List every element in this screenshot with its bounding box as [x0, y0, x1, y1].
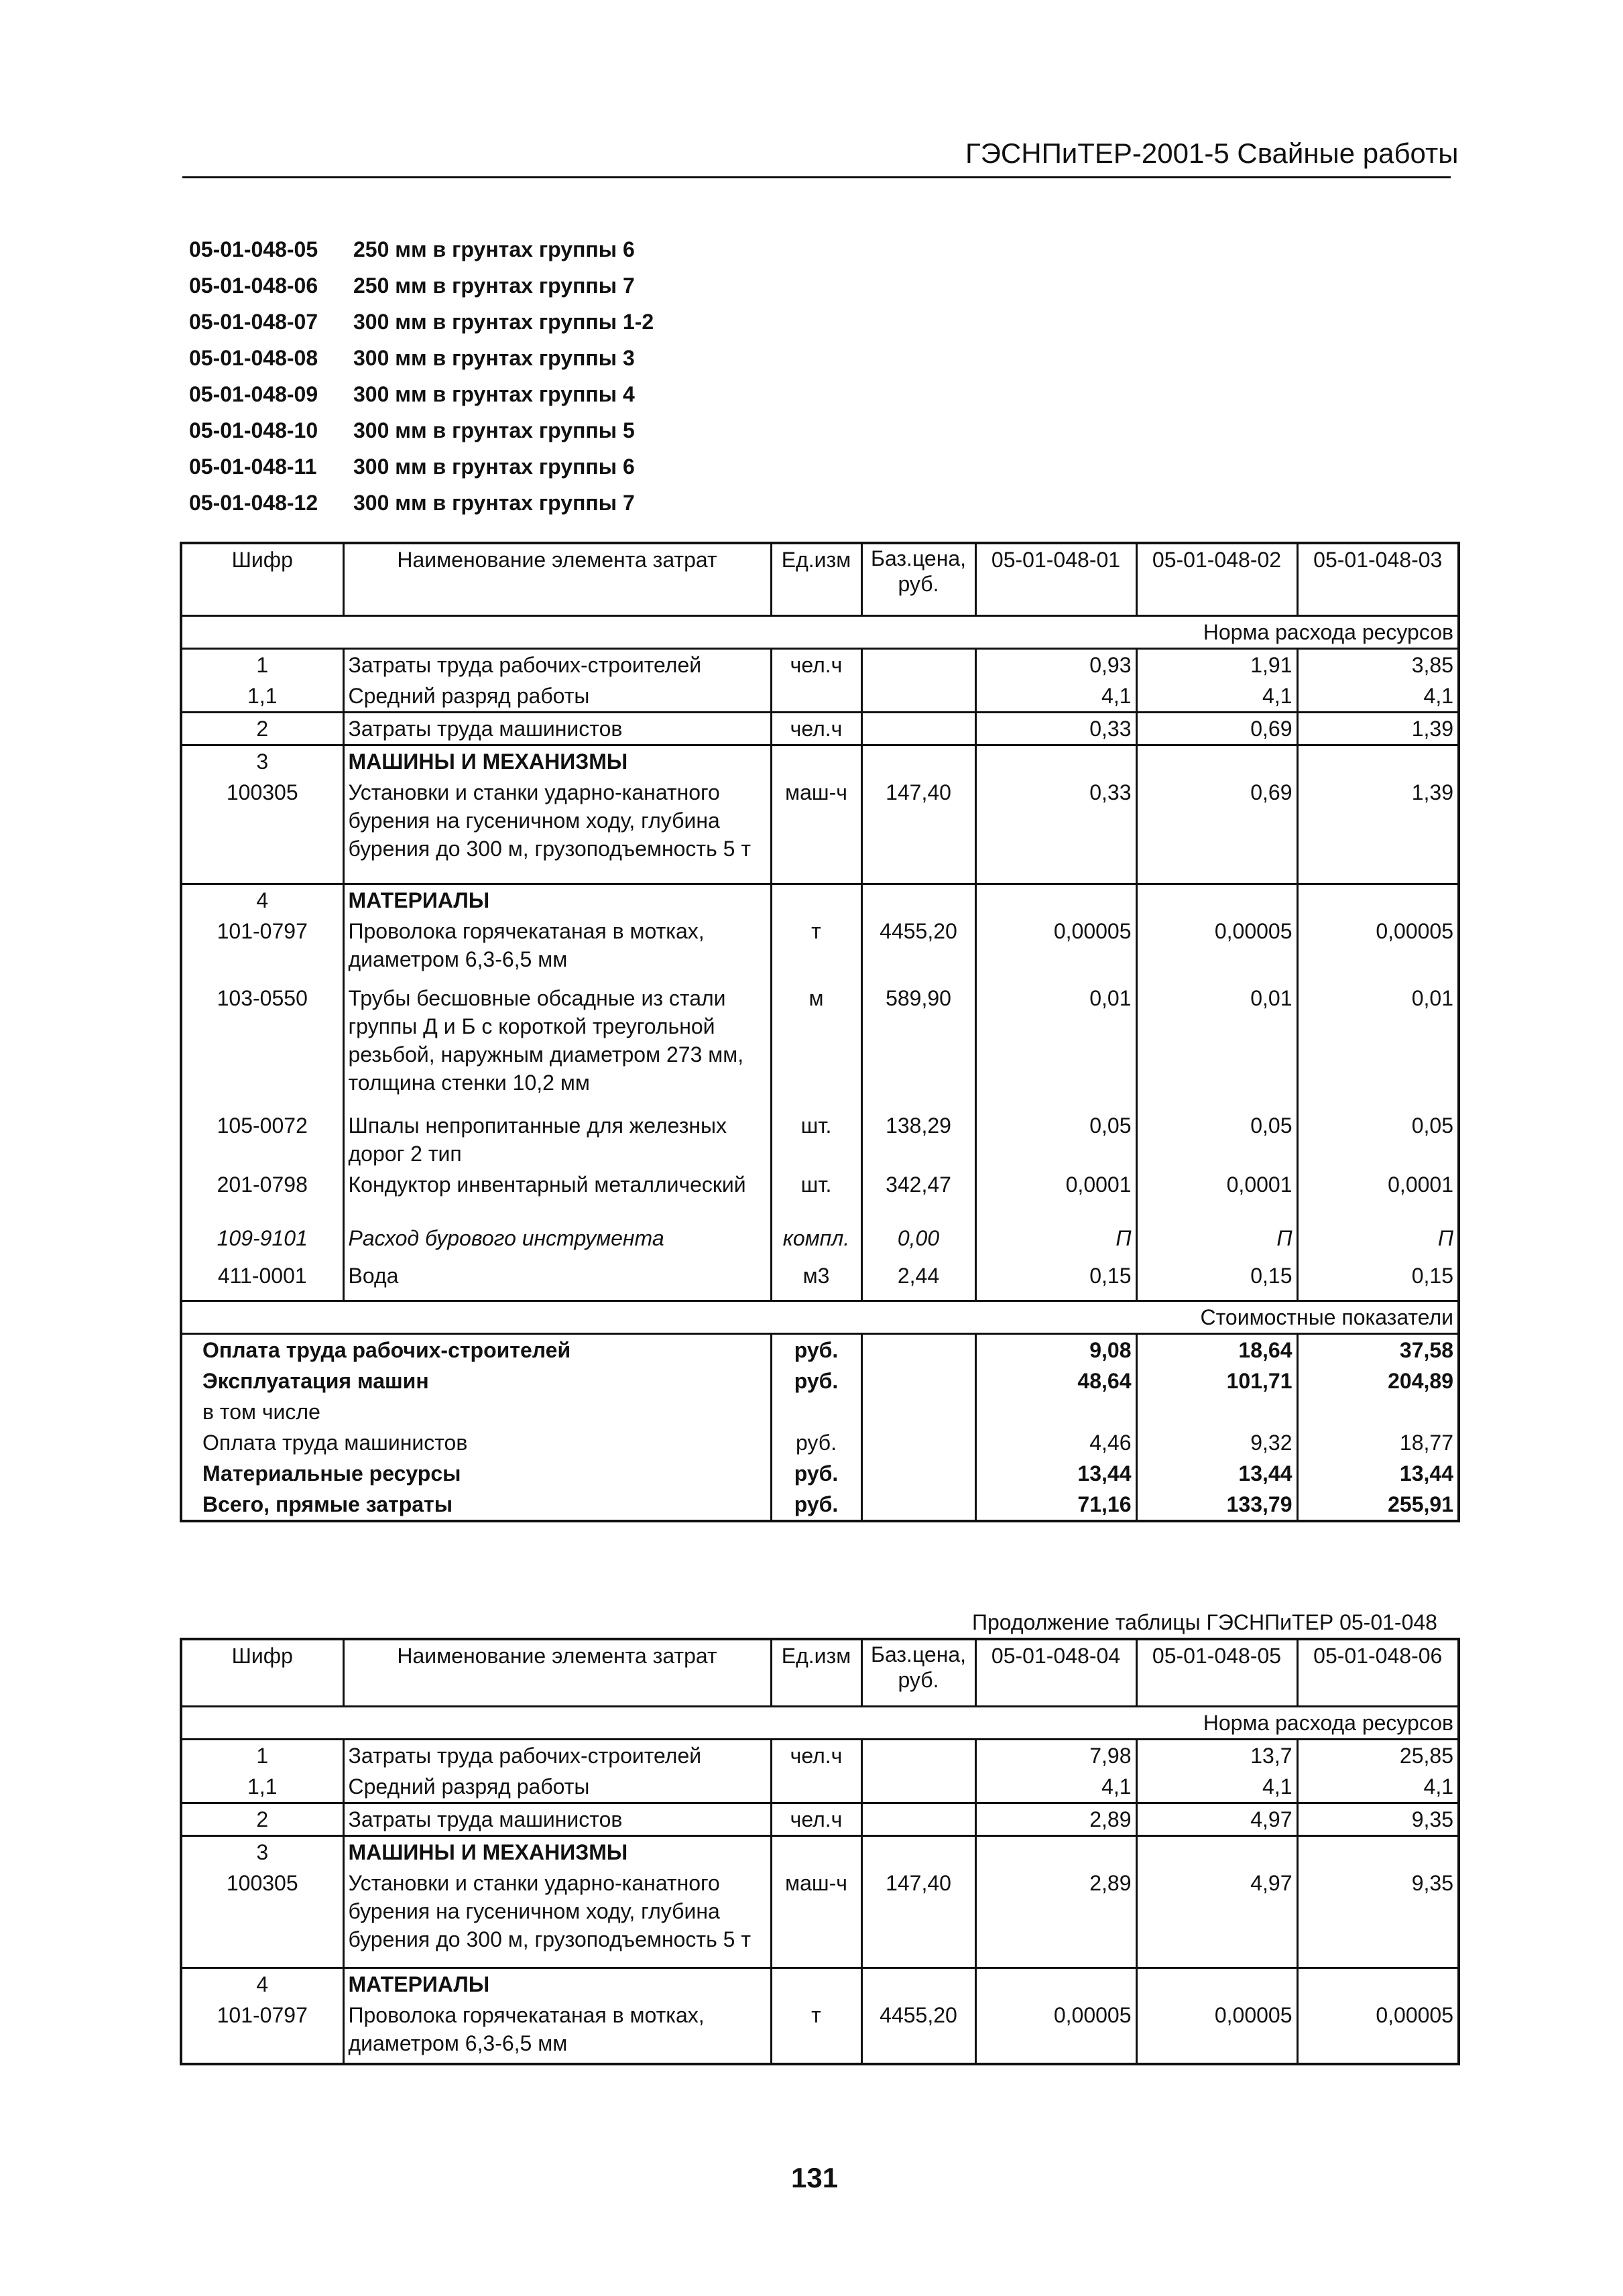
table-row [181, 1110, 1459, 1169]
row-price: 4455,20 [861, 2000, 975, 2064]
code-list-item [189, 267, 756, 304]
row-name: Средний разряд работы [343, 680, 771, 713]
section-row [181, 1835, 1459, 1868]
row-value: П [975, 1223, 1136, 1260]
cost-name: Всего, прямые затраты [181, 1489, 771, 1521]
col-header-variant: 05-01-048-04 [975, 1639, 1136, 1706]
row-value: 4,97 [1136, 1868, 1297, 1968]
table-row [181, 2000, 1459, 2064]
row-value: 0,00005 [975, 2000, 1136, 2064]
col-header-price: Баз.цена, руб. [861, 543, 975, 615]
row-value: 0,00005 [1136, 2000, 1297, 2064]
row-value: 0,15 [1411, 1264, 1453, 1288]
cost-value: 71,16 [975, 1489, 1136, 1521]
row-value: 1,39 [1411, 780, 1453, 804]
row-code: 109-9101 [181, 1223, 343, 1260]
table-row [181, 1260, 1459, 1301]
cost-value: 48,64 [975, 1366, 1136, 1396]
row-unit: маш-ч [771, 1868, 861, 1968]
cost-unit: руб. [771, 1366, 861, 1396]
code: 05-01-048-07 [189, 309, 318, 334]
code: 05-01-048-12 [189, 490, 318, 515]
code-text: 300 мм в грунтах группы 3 [353, 345, 635, 370]
row-value: 1,39 [1411, 716, 1453, 741]
col-header-code: Шифр [181, 1639, 343, 1706]
row-unit [771, 680, 861, 713]
row-value: 4,1 [1423, 1774, 1453, 1799]
cost-row [181, 1366, 1459, 1396]
row-code: 100305 [181, 777, 343, 884]
row-value: 4,97 [1136, 1803, 1297, 1835]
code: 05-01-048-10 [189, 418, 318, 442]
row-price [861, 680, 975, 713]
row-price: 147,40 [861, 1868, 975, 1968]
row-value: 0,69 [1136, 777, 1297, 884]
row-unit: т [771, 2000, 861, 2064]
row-value: 2,89 [975, 1868, 1136, 1968]
code-text: 250 мм в грунтах группы 6 [353, 237, 635, 261]
cost-row [181, 1489, 1459, 1521]
section-title: МАШИНЫ И МЕХАНИЗМЫ [343, 745, 771, 777]
row-price: 147,40 [861, 777, 975, 884]
row-price [861, 1739, 975, 1771]
resource-table-1 [180, 542, 1460, 1522]
cost-value: 133,79 [1136, 1489, 1297, 1521]
row-value: 1,91 [1136, 648, 1297, 680]
row-unit: маш-ч [771, 777, 861, 884]
code: 05-01-048-06 [189, 273, 318, 298]
code: 05-01-048-08 [189, 345, 318, 370]
row-code: 101-0797 [181, 2000, 343, 2064]
row-name: Кондуктор инвентарный металлический [343, 1169, 771, 1223]
norm-label-row [181, 615, 1459, 648]
col-header-variant: 05-01-048-06 [1313, 1644, 1443, 1668]
row-unit: чел.ч [771, 712, 861, 745]
page-header: ГЭСНПиТЕР-2001-5 Свайные работы [965, 137, 1459, 169]
table-row [181, 1223, 1459, 1260]
row-name: Затраты труда машинистов [343, 1803, 771, 1835]
row-price: 138,29 [861, 1110, 975, 1169]
col-header-unit: Ед.изм [771, 1639, 861, 1706]
row-value: 25,85 [1399, 1743, 1453, 1768]
row-value: 0,33 [975, 777, 1136, 884]
code-list-item [189, 485, 756, 521]
cost-row [181, 1396, 1459, 1427]
cost-name: Оплата труда рабочих-строителей [181, 1333, 771, 1366]
table-row [181, 916, 1459, 983]
row-name: Установки и станки ударно-канатного бурения на гусеничном ходу, глубина бурения до 300 м, грузоподъемность 5 т [343, 777, 771, 884]
row-price: 342,47 [861, 1169, 975, 1223]
row-code: 2 [181, 712, 343, 745]
row-name: Проволока горячекатаная в мотках, диаметром 6,3-6,5 мм [343, 2000, 771, 2064]
row-unit: м3 [771, 1260, 861, 1301]
cost-value: 13,44 [1399, 1461, 1453, 1486]
cost-unit: руб. [771, 1489, 861, 1521]
code: 05-01-048-09 [189, 381, 318, 406]
row-value: 4,1 [975, 1771, 1136, 1803]
code-list-item [189, 304, 756, 340]
code-text: 300 мм в грунтах группы 6 [353, 454, 635, 479]
code-list-item [189, 340, 756, 376]
row-code: 4 [181, 1968, 343, 2000]
section-row [181, 745, 1459, 777]
col-header-name: Наименование элемента затрат [343, 543, 771, 615]
table-row [181, 1803, 1459, 1835]
code-text: 300 мм в грунтах группы 4 [353, 381, 635, 406]
row-code: 1,1 [181, 1771, 343, 1803]
cost-value: 255,91 [1388, 1492, 1453, 1516]
section-title: МАТЕРИАЛЫ [343, 884, 771, 916]
col-header-code: Шифр [181, 543, 343, 615]
col-header-price: Баз.цена, руб. [861, 1639, 975, 1706]
row-name: Затраты труда машинистов [343, 712, 771, 745]
col-header-name: Наименование элемента затрат [343, 1639, 771, 1706]
row-value: 0,01 [1411, 986, 1453, 1010]
page-number: 131 [791, 2162, 839, 2193]
code: 05-01-048-11 [189, 454, 317, 479]
row-code: 100305 [181, 1868, 343, 1968]
code-text: 300 мм в грунтах группы 1-2 [353, 309, 654, 334]
row-price: 2,44 [861, 1260, 975, 1301]
row-value: П [1437, 1226, 1453, 1250]
row-value: 4,1 [975, 680, 1136, 713]
row-unit: компл. [771, 1223, 861, 1260]
row-value: 0,93 [975, 648, 1136, 680]
row-code: 1 [181, 1739, 343, 1771]
row-name: Шпалы непропитанные для железных дорог 2 тип [343, 1110, 771, 1169]
resource-table-2 [180, 1638, 1460, 2065]
cost-unit: руб. [771, 1427, 861, 1458]
cost-value: 9,32 [1136, 1427, 1297, 1458]
row-value: 4,1 [1423, 683, 1453, 708]
row-value: 0,00005 [1376, 2003, 1453, 2027]
section-row [181, 884, 1459, 916]
cost-row [181, 1427, 1459, 1458]
row-unit: т [771, 916, 861, 983]
row-name: Затраты труда рабочих-строителей [343, 1739, 771, 1771]
cost-name: Материальные ресурсы [181, 1458, 771, 1489]
row-value: 0,15 [975, 1260, 1136, 1301]
section-title: МАШИНЫ И МЕХАНИЗМЫ [343, 1835, 771, 1868]
norm-label-row [181, 1706, 1459, 1739]
row-price [861, 1803, 975, 1835]
row-name: Проволока горячекатаная в мотках, диаметром 6,3-6,5 мм [343, 916, 771, 983]
cost-value: 204,89 [1388, 1368, 1453, 1393]
code-list [189, 231, 756, 521]
row-value: 0,01 [1136, 983, 1297, 1110]
col-header-variant: 05-01-048-03 [1313, 548, 1443, 572]
row-price: 4455,20 [861, 916, 975, 983]
cost-value: 18,77 [1399, 1430, 1453, 1455]
table-row [181, 712, 1459, 745]
row-price: 0,00 [861, 1223, 975, 1260]
row-code: 411-0001 [181, 1260, 343, 1301]
norm-label: Норма расхода ресурсов [1203, 1710, 1453, 1735]
row-value: 9,35 [1411, 1807, 1453, 1831]
row-code: 103-0550 [181, 983, 343, 1110]
col-header-variant: 05-01-048-01 [975, 543, 1136, 615]
row-value: 0,05 [975, 1110, 1136, 1169]
row-value: П [1136, 1223, 1297, 1260]
row-value: 7,98 [975, 1739, 1136, 1771]
section-row [181, 1968, 1459, 2000]
row-value: 0,05 [1411, 1113, 1453, 1138]
cost-row [181, 1458, 1459, 1489]
header-rule [182, 176, 1451, 178]
row-name: Вода [343, 1260, 771, 1301]
row-name: Установки и станки ударно-канатного бурения на гусеничном ходу, глубина бурения до 300 м, грузоподъемность 5 т [343, 1868, 771, 1968]
row-code: 3 [181, 1835, 343, 1868]
row-code: 105-0072 [181, 1110, 343, 1169]
cost-name: в том числе [181, 1396, 771, 1427]
row-code: 1,1 [181, 680, 343, 713]
row-price: 589,90 [861, 983, 975, 1110]
cost-unit: руб. [771, 1458, 861, 1489]
table-row [181, 680, 1459, 713]
code-text: 250 мм в грунтах группы 7 [353, 273, 635, 298]
col-header-unit: Ед.изм [771, 543, 861, 615]
code-list-item [189, 412, 756, 448]
row-unit: чел.ч [771, 1739, 861, 1771]
cost-value: 4,46 [975, 1427, 1136, 1458]
row-name: Затраты труда рабочих-строителей [343, 648, 771, 680]
row-code: 2 [181, 1803, 343, 1835]
col-header-variant: 05-01-048-05 [1136, 1639, 1297, 1706]
code-text: 300 мм в грунтах группы 5 [353, 418, 635, 442]
cost-label-row [181, 1301, 1459, 1333]
row-value: 2,89 [975, 1803, 1136, 1835]
table-row [181, 648, 1459, 680]
row-value: 0,33 [975, 712, 1136, 745]
code-list-item [189, 376, 756, 412]
code-list-item [189, 231, 756, 267]
continuation-caption: Продолжение таблицы ГЭСНПиТЕР 05-01-048 [972, 1610, 1437, 1634]
row-price [861, 648, 975, 680]
row-value: 0,00005 [1376, 919, 1453, 943]
row-unit: шт. [771, 1110, 861, 1169]
row-value: 0,05 [1136, 1110, 1297, 1169]
row-unit: м [771, 983, 861, 1110]
row-code: 1 [181, 648, 343, 680]
row-code: 201-0798 [181, 1169, 343, 1223]
table-row [181, 1739, 1459, 1771]
cost-label: Стоимостные показатели [1200, 1305, 1453, 1329]
table-header-row [181, 1639, 1459, 1706]
row-name: Средний разряд работы [343, 1771, 771, 1803]
row-unit: шт. [771, 1169, 861, 1223]
row-value: 4,1 [1136, 680, 1297, 713]
row-unit: чел.ч [771, 648, 861, 680]
row-value: 0,0001 [1388, 1172, 1453, 1197]
cost-value: 18,64 [1136, 1333, 1297, 1366]
row-value: 0,01 [975, 983, 1136, 1110]
cost-name: Эксплуатация машин [181, 1366, 771, 1396]
table-row [181, 983, 1459, 1110]
table-row [181, 1868, 1459, 1968]
row-code: 101-0797 [181, 916, 343, 983]
row-value: 0,0001 [1136, 1169, 1297, 1223]
section-title: МАТЕРИАЛЫ [343, 1968, 771, 2000]
table-row [181, 1169, 1459, 1223]
code-text: 300 мм в грунтах группы 7 [353, 490, 635, 515]
cost-value: 9,08 [975, 1333, 1136, 1366]
row-value: 0,15 [1136, 1260, 1297, 1301]
cost-value: 37,58 [1399, 1337, 1453, 1362]
row-value: 4,1 [1136, 1771, 1297, 1803]
table-header-row [181, 543, 1459, 615]
code-list-item [189, 448, 756, 485]
cost-value: 101,71 [1136, 1366, 1297, 1396]
code: 05-01-048-05 [189, 237, 318, 261]
row-unit: чел.ч [771, 1803, 861, 1835]
cost-value: 13,44 [975, 1458, 1136, 1489]
row-value: 0,00005 [1136, 916, 1297, 983]
cost-value: 13,44 [1136, 1458, 1297, 1489]
row-code: 4 [181, 884, 343, 916]
col-header-variant: 05-01-048-02 [1136, 543, 1297, 615]
row-price [861, 712, 975, 745]
row-code: 3 [181, 745, 343, 777]
cost-name: Оплата труда машинистов [181, 1427, 771, 1458]
row-value: 9,35 [1411, 1870, 1453, 1895]
row-value: 0,69 [1136, 712, 1297, 745]
table-row [181, 1771, 1459, 1803]
row-value: 0,00005 [975, 916, 1136, 983]
row-name: Трубы бесшовные обсадные из стали группы Д и Б с короткой треугольной резьбой, наружным диаметром 273 мм, толщина стенки 10,2 мм [343, 983, 771, 1110]
row-value: 13,7 [1136, 1739, 1297, 1771]
row-unit [771, 1771, 861, 1803]
row-value: 0,0001 [975, 1169, 1136, 1223]
cost-unit: руб. [771, 1333, 861, 1366]
norm-label: Норма расхода ресурсов [1203, 619, 1453, 644]
row-price [861, 1771, 975, 1803]
table-row [181, 777, 1459, 884]
row-name: Расход бурового инструмента [343, 1223, 771, 1260]
cost-row [181, 1333, 1459, 1366]
row-value: 3,85 [1411, 652, 1453, 677]
